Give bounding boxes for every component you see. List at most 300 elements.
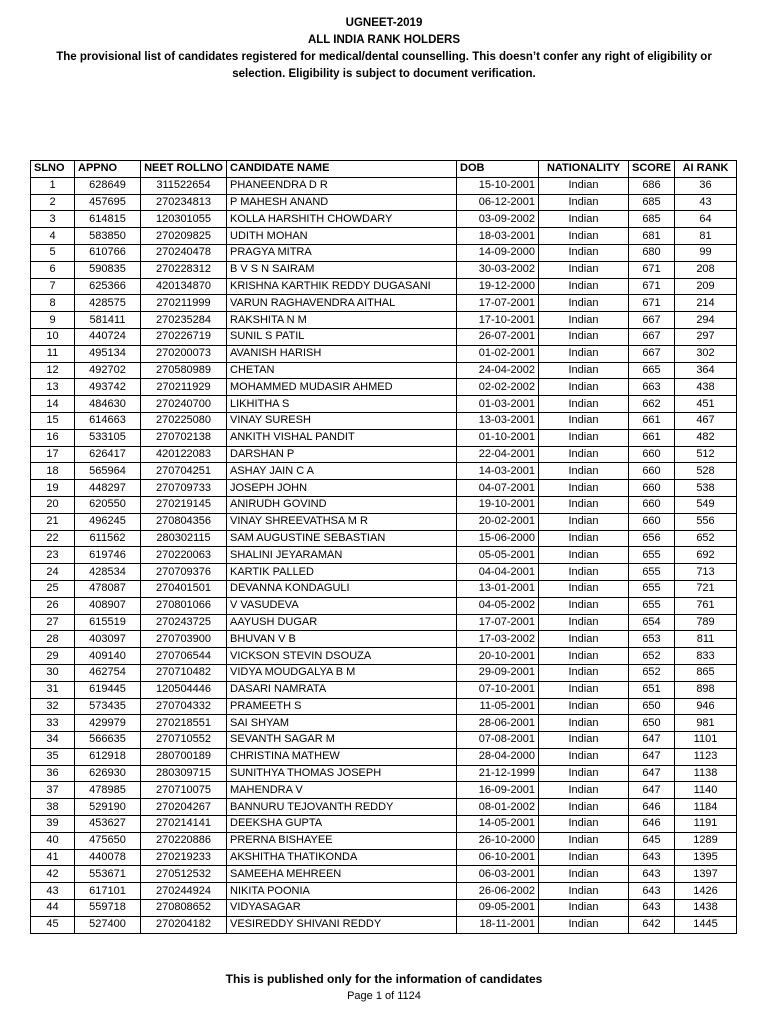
cell-appno: 529190 — [75, 799, 141, 816]
cell-neet-rollno: 280309715 — [141, 765, 227, 782]
cell-neet-rollno: 270228312 — [141, 261, 227, 278]
cell-dob: 06-12-2001 — [457, 194, 539, 211]
cell-slno: 44 — [31, 900, 75, 917]
cell-appno: 448297 — [75, 480, 141, 497]
cell-neet-rollno: 270218551 — [141, 715, 227, 732]
table-row — [31, 916, 737, 933]
cell-candidate-name: BHUVAN V B — [227, 631, 457, 648]
col-header-ai-rank: AI RANK — [675, 161, 737, 178]
cell-neet-rollno: 270235284 — [141, 312, 227, 329]
cell-score: 681 — [629, 228, 675, 245]
cell-nationality: Indian — [539, 228, 629, 245]
cell-neet-rollno: 270512532 — [141, 866, 227, 883]
cell-nationality: Indian — [539, 480, 629, 497]
cell-score: 660 — [629, 513, 675, 530]
cell-slno: 31 — [31, 681, 75, 698]
table-header-row — [31, 161, 737, 178]
table-row — [31, 564, 737, 581]
cell-neet-rollno: 280302115 — [141, 530, 227, 547]
cell-dob: 15-10-2001 — [457, 177, 539, 194]
document-header — [0, 15, 768, 83]
cell-appno: 617101 — [75, 883, 141, 900]
cell-candidate-name: SEVANTH SAGAR M — [227, 732, 457, 749]
cell-dob: 07-08-2001 — [457, 732, 539, 749]
cell-candidate-name: JOSEPH JOHN — [227, 480, 457, 497]
cell-nationality: Indian — [539, 580, 629, 597]
cell-slno: 22 — [31, 530, 75, 547]
cell-dob: 20-02-2001 — [457, 513, 539, 530]
cell-nationality: Indian — [539, 328, 629, 345]
cell-nationality: Indian — [539, 900, 629, 917]
cell-neet-rollno: 270710482 — [141, 664, 227, 681]
cell-candidate-name: SAM AUGUSTINE SEBASTIAN — [227, 530, 457, 547]
cell-slno: 23 — [31, 547, 75, 564]
cell-slno: 30 — [31, 664, 75, 681]
cell-neet-rollno: 270219145 — [141, 496, 227, 513]
cell-candidate-name: VINAY SURESH — [227, 412, 457, 429]
cell-score: 685 — [629, 211, 675, 228]
cell-candidate-name: DEVANNA KONDAGULI — [227, 580, 457, 597]
cell-score: 643 — [629, 849, 675, 866]
table-row — [31, 362, 737, 379]
cell-dob: 04-04-2001 — [457, 564, 539, 581]
cell-ai-rank: 1289 — [675, 832, 737, 849]
cell-ai-rank: 1191 — [675, 816, 737, 833]
table-row — [31, 177, 737, 194]
cell-appno: 453627 — [75, 816, 141, 833]
table-row — [31, 832, 737, 849]
cell-score: 655 — [629, 597, 675, 614]
cell-score: 667 — [629, 345, 675, 362]
cell-appno: 553671 — [75, 866, 141, 883]
cell-candidate-name: BANNURU TEJOVANTH REDDY — [227, 799, 457, 816]
cell-nationality: Indian — [539, 530, 629, 547]
cell-nationality: Indian — [539, 799, 629, 816]
cell-neet-rollno: 270401501 — [141, 580, 227, 597]
footer-note: This is published only for the information of candidates — [225, 972, 543, 986]
cell-appno: 440078 — [75, 849, 141, 866]
cell-ai-rank: 43 — [675, 194, 737, 211]
cell-candidate-name: VIDYASAGAR — [227, 900, 457, 917]
cell-dob: 04-05-2002 — [457, 597, 539, 614]
cell-slno: 35 — [31, 748, 75, 765]
cell-dob: 26-06-2002 — [457, 883, 539, 900]
cell-slno: 7 — [31, 278, 75, 295]
cell-ai-rank: 549 — [675, 496, 737, 513]
cell-score: 643 — [629, 900, 675, 917]
cell-score: 661 — [629, 412, 675, 429]
cell-score: 660 — [629, 480, 675, 497]
cell-slno: 41 — [31, 849, 75, 866]
cell-appno: 620550 — [75, 496, 141, 513]
cell-appno: 462754 — [75, 664, 141, 681]
cell-ai-rank: 1184 — [675, 799, 737, 816]
table-row — [31, 849, 737, 866]
cell-ai-rank: 1445 — [675, 916, 737, 933]
cell-neet-rollno: 270580989 — [141, 362, 227, 379]
table-row — [31, 496, 737, 513]
cell-score: 655 — [629, 564, 675, 581]
cell-slno: 37 — [31, 782, 75, 799]
cell-nationality: Indian — [539, 849, 629, 866]
cell-appno: 428575 — [75, 295, 141, 312]
cell-appno: 626417 — [75, 446, 141, 463]
cell-ai-rank: 482 — [675, 429, 737, 446]
cell-nationality: Indian — [539, 244, 629, 261]
cell-ai-rank: 981 — [675, 715, 737, 732]
cell-score: 671 — [629, 295, 675, 312]
cell-nationality: Indian — [539, 648, 629, 665]
cell-neet-rollno: 270244924 — [141, 883, 227, 900]
cell-dob: 30-03-2002 — [457, 261, 539, 278]
cell-candidate-name: NIKITA POONIA — [227, 883, 457, 900]
cell-slno: 24 — [31, 564, 75, 581]
cell-dob: 13-01-2001 — [457, 580, 539, 597]
cell-slno: 1 — [31, 177, 75, 194]
cell-slno: 18 — [31, 463, 75, 480]
cell-nationality: Indian — [539, 345, 629, 362]
cell-slno: 32 — [31, 698, 75, 715]
cell-dob: 20-10-2001 — [457, 648, 539, 665]
cell-appno: 610766 — [75, 244, 141, 261]
cell-slno: 3 — [31, 211, 75, 228]
cell-neet-rollno: 270709376 — [141, 564, 227, 581]
cell-nationality: Indian — [539, 496, 629, 513]
cell-ai-rank: 36 — [675, 177, 737, 194]
cell-appno: 615519 — [75, 614, 141, 631]
cell-dob: 09-05-2001 — [457, 900, 539, 917]
cell-appno: 492702 — [75, 362, 141, 379]
cell-nationality: Indian — [539, 816, 629, 833]
cell-dob: 06-03-2001 — [457, 866, 539, 883]
cell-candidate-name: PRERNA BISHAYEE — [227, 832, 457, 849]
cell-neet-rollno: 270808652 — [141, 900, 227, 917]
cell-neet-rollno: 270211929 — [141, 379, 227, 396]
cell-appno: 559718 — [75, 900, 141, 917]
table-row — [31, 396, 737, 413]
cell-dob: 28-04-2000 — [457, 748, 539, 765]
cell-candidate-name: VICKSON STEVIN DSOUZA — [227, 648, 457, 665]
cell-dob: 29-09-2001 — [457, 664, 539, 681]
cell-appno: 527400 — [75, 916, 141, 933]
cell-score: 646 — [629, 816, 675, 833]
cell-dob: 17-10-2001 — [457, 312, 539, 329]
table-row — [31, 799, 737, 816]
cell-nationality: Indian — [539, 463, 629, 480]
cell-nationality: Indian — [539, 194, 629, 211]
cell-dob: 21-12-1999 — [457, 765, 539, 782]
cell-appno: 428534 — [75, 564, 141, 581]
cell-slno: 42 — [31, 866, 75, 883]
cell-nationality: Indian — [539, 177, 629, 194]
cell-ai-rank: 297 — [675, 328, 737, 345]
table-row — [31, 261, 737, 278]
cell-candidate-name: VESIREDDY SHIVANI REDDY — [227, 916, 457, 933]
table-row — [31, 816, 737, 833]
cell-candidate-name: VINAY SHREEVATHSA M R — [227, 513, 457, 530]
table-row — [31, 328, 737, 345]
cell-appno: 475650 — [75, 832, 141, 849]
cell-nationality: Indian — [539, 614, 629, 631]
cell-appno: 408907 — [75, 597, 141, 614]
cell-ai-rank: 556 — [675, 513, 737, 530]
cell-ai-rank: 1138 — [675, 765, 737, 782]
cell-slno: 36 — [31, 765, 75, 782]
cell-score: 650 — [629, 698, 675, 715]
cell-score: 662 — [629, 396, 675, 413]
cell-slno: 33 — [31, 715, 75, 732]
cell-slno: 4 — [31, 228, 75, 245]
cell-score: 671 — [629, 261, 675, 278]
cell-ai-rank: 761 — [675, 597, 737, 614]
cell-nationality: Indian — [539, 412, 629, 429]
cell-score: 680 — [629, 244, 675, 261]
table-row — [31, 732, 737, 749]
cell-slno: 9 — [31, 312, 75, 329]
cell-ai-rank: 99 — [675, 244, 737, 261]
cell-nationality: Indian — [539, 312, 629, 329]
cell-dob: 17-07-2001 — [457, 295, 539, 312]
cell-appno: 590835 — [75, 261, 141, 278]
cell-neet-rollno: 270703900 — [141, 631, 227, 648]
cell-slno: 12 — [31, 362, 75, 379]
cell-ai-rank: 1140 — [675, 782, 737, 799]
cell-ai-rank: 721 — [675, 580, 737, 597]
cell-score: 647 — [629, 782, 675, 799]
cell-dob: 19-10-2001 — [457, 496, 539, 513]
cell-nationality: Indian — [539, 564, 629, 581]
cell-neet-rollno: 270209825 — [141, 228, 227, 245]
cell-dob: 26-07-2001 — [457, 328, 539, 345]
cell-candidate-name: VARUN RAGHAVENDRA AITHAL — [227, 295, 457, 312]
cell-score: 650 — [629, 715, 675, 732]
cell-score: 656 — [629, 530, 675, 547]
cell-score: 660 — [629, 463, 675, 480]
cell-slno: 39 — [31, 816, 75, 833]
cell-dob: 19-12-2000 — [457, 278, 539, 295]
cell-candidate-name: PRAMEETH S — [227, 698, 457, 715]
cell-slno: 8 — [31, 295, 75, 312]
cell-ai-rank: 713 — [675, 564, 737, 581]
cell-neet-rollno: 270240700 — [141, 396, 227, 413]
cell-score: 652 — [629, 664, 675, 681]
cell-nationality: Indian — [539, 211, 629, 228]
cell-dob: 11-05-2001 — [457, 698, 539, 715]
table-row — [31, 782, 737, 799]
cell-neet-rollno: 270710552 — [141, 732, 227, 749]
table-row — [31, 547, 737, 564]
cell-score: 661 — [629, 429, 675, 446]
cell-slno: 26 — [31, 597, 75, 614]
cell-appno: 457695 — [75, 194, 141, 211]
cell-ai-rank: 789 — [675, 614, 737, 631]
cell-slno: 16 — [31, 429, 75, 446]
cell-candidate-name: AVANISH HARISH — [227, 345, 457, 362]
table-body — [31, 177, 737, 933]
cell-appno: 478087 — [75, 580, 141, 597]
table-row — [31, 379, 737, 396]
cell-neet-rollno: 280700189 — [141, 748, 227, 765]
cell-neet-rollno: 270204182 — [141, 916, 227, 933]
cell-appno: 619445 — [75, 681, 141, 698]
cell-dob: 17-03-2002 — [457, 631, 539, 648]
cell-neet-rollno: 270220063 — [141, 547, 227, 564]
cell-neet-rollno: 270240478 — [141, 244, 227, 261]
cell-nationality: Indian — [539, 681, 629, 698]
cell-slno: 40 — [31, 832, 75, 849]
cell-dob: 28-06-2001 — [457, 715, 539, 732]
cell-appno: 440724 — [75, 328, 141, 345]
cell-neet-rollno: 270704332 — [141, 698, 227, 715]
cell-ai-rank: 528 — [675, 463, 737, 480]
cell-nationality: Indian — [539, 732, 629, 749]
cell-score: 647 — [629, 732, 675, 749]
cell-slno: 20 — [31, 496, 75, 513]
cell-score: 643 — [629, 883, 675, 900]
col-header-neet-rollno: NEET ROLLNO — [141, 161, 227, 178]
cell-nationality: Indian — [539, 379, 629, 396]
table-row — [31, 648, 737, 665]
cell-dob: 07-10-2001 — [457, 681, 539, 698]
cell-candidate-name: SHALINI JEYARAMAN — [227, 547, 457, 564]
cell-ai-rank: 208 — [675, 261, 737, 278]
col-header-dob: DOB — [457, 161, 539, 178]
cell-neet-rollno: 270225080 — [141, 412, 227, 429]
cell-candidate-name: SAI SHYAM — [227, 715, 457, 732]
cell-appno: 478985 — [75, 782, 141, 799]
cell-candidate-name: LIKHITHA S — [227, 396, 457, 413]
cell-slno: 25 — [31, 580, 75, 597]
cell-neet-rollno: 270243725 — [141, 614, 227, 631]
cell-dob: 05-05-2001 — [457, 547, 539, 564]
cell-neet-rollno: 270200073 — [141, 345, 227, 362]
cell-nationality: Indian — [539, 715, 629, 732]
cell-candidate-name: P MAHESH ANAND — [227, 194, 457, 211]
cell-score: 663 — [629, 379, 675, 396]
table-row — [31, 866, 737, 883]
cell-score: 642 — [629, 916, 675, 933]
cell-appno: 565964 — [75, 463, 141, 480]
cell-slno: 17 — [31, 446, 75, 463]
cell-dob: 14-09-2000 — [457, 244, 539, 261]
cell-candidate-name: PHANEENDRA D R — [227, 177, 457, 194]
cell-appno: 583850 — [75, 228, 141, 245]
cell-nationality: Indian — [539, 664, 629, 681]
cell-slno: 28 — [31, 631, 75, 648]
table-row — [31, 681, 737, 698]
cell-score: 667 — [629, 328, 675, 345]
cell-appno: 403097 — [75, 631, 141, 648]
cell-ai-rank: 898 — [675, 681, 737, 698]
cell-neet-rollno: 420122083 — [141, 446, 227, 463]
cell-slno: 27 — [31, 614, 75, 631]
cell-ai-rank: 1123 — [675, 748, 737, 765]
cell-candidate-name: CHRISTINA MATHEW — [227, 748, 457, 765]
cell-ai-rank: 302 — [675, 345, 737, 362]
table-row — [31, 748, 737, 765]
cell-score: 685 — [629, 194, 675, 211]
table-row — [31, 664, 737, 681]
cell-nationality: Indian — [539, 916, 629, 933]
cell-candidate-name: DEEKSHA GUPTA — [227, 816, 457, 833]
cell-appno: 611562 — [75, 530, 141, 547]
cell-neet-rollno: 270226719 — [141, 328, 227, 345]
cell-score: 686 — [629, 177, 675, 194]
cell-dob: 13-03-2001 — [457, 412, 539, 429]
cell-slno: 29 — [31, 648, 75, 665]
cell-candidate-name: KARTIK PALLED — [227, 564, 457, 581]
cell-dob: 16-09-2001 — [457, 782, 539, 799]
cell-ai-rank: 438 — [675, 379, 737, 396]
cell-candidate-name: MOHAMMED MUDASIR AHMED — [227, 379, 457, 396]
cell-nationality: Indian — [539, 396, 629, 413]
cell-candidate-name: V VASUDEVA — [227, 597, 457, 614]
cell-slno: 11 — [31, 345, 75, 362]
cell-ai-rank: 1101 — [675, 732, 737, 749]
table-row — [31, 883, 737, 900]
cell-slno: 14 — [31, 396, 75, 413]
cell-nationality: Indian — [539, 295, 629, 312]
cell-ai-rank: 811 — [675, 631, 737, 648]
cell-dob: 01-03-2001 — [457, 396, 539, 413]
col-header-appno: APPNO — [75, 161, 141, 178]
table-row — [31, 278, 737, 295]
cell-dob: 17-07-2001 — [457, 614, 539, 631]
cell-candidate-name: ASHAY JAIN C A — [227, 463, 457, 480]
cell-slno: 2 — [31, 194, 75, 211]
cell-ai-rank: 64 — [675, 211, 737, 228]
cell-appno: 614815 — [75, 211, 141, 228]
cell-slno: 45 — [31, 916, 75, 933]
table-row — [31, 715, 737, 732]
cell-nationality: Indian — [539, 765, 629, 782]
cell-candidate-name: DARSHAN P — [227, 446, 457, 463]
cell-slno: 10 — [31, 328, 75, 345]
table-row — [31, 295, 737, 312]
cell-appno: 573435 — [75, 698, 141, 715]
cell-candidate-name: SAMEEHA MEHREEN — [227, 866, 457, 883]
cell-candidate-name: KRISHNA KARTHIK REDDY DUGASANI — [227, 278, 457, 295]
cell-nationality: Indian — [539, 748, 629, 765]
cell-neet-rollno: 270219233 — [141, 849, 227, 866]
cell-appno: 625366 — [75, 278, 141, 295]
cell-appno: 626930 — [75, 765, 141, 782]
cell-score: 652 — [629, 648, 675, 665]
cell-slno: 43 — [31, 883, 75, 900]
cell-neet-rollno: 270214141 — [141, 816, 227, 833]
cell-slno: 19 — [31, 480, 75, 497]
cell-score: 647 — [629, 748, 675, 765]
cell-score: 654 — [629, 614, 675, 631]
cell-ai-rank: 209 — [675, 278, 737, 295]
cell-nationality: Indian — [539, 278, 629, 295]
cell-candidate-name: SUNITHYA THOMAS JOSEPH — [227, 765, 457, 782]
cell-appno: 628649 — [75, 177, 141, 194]
table-row — [31, 312, 737, 329]
table-row — [31, 244, 737, 261]
cell-neet-rollno: 420134870 — [141, 278, 227, 295]
cell-score: 646 — [629, 799, 675, 816]
col-header-candidate-name: CANDIDATE NAME — [227, 161, 457, 178]
cell-candidate-name: AKSHITHA THATIKONDA — [227, 849, 457, 866]
cell-nationality: Indian — [539, 782, 629, 799]
cell-dob: 26-10-2000 — [457, 832, 539, 849]
cell-neet-rollno: 120504446 — [141, 681, 227, 698]
cell-ai-rank: 652 — [675, 530, 737, 547]
cell-dob: 18-03-2001 — [457, 228, 539, 245]
cell-score: 665 — [629, 362, 675, 379]
cell-neet-rollno: 270234813 — [141, 194, 227, 211]
